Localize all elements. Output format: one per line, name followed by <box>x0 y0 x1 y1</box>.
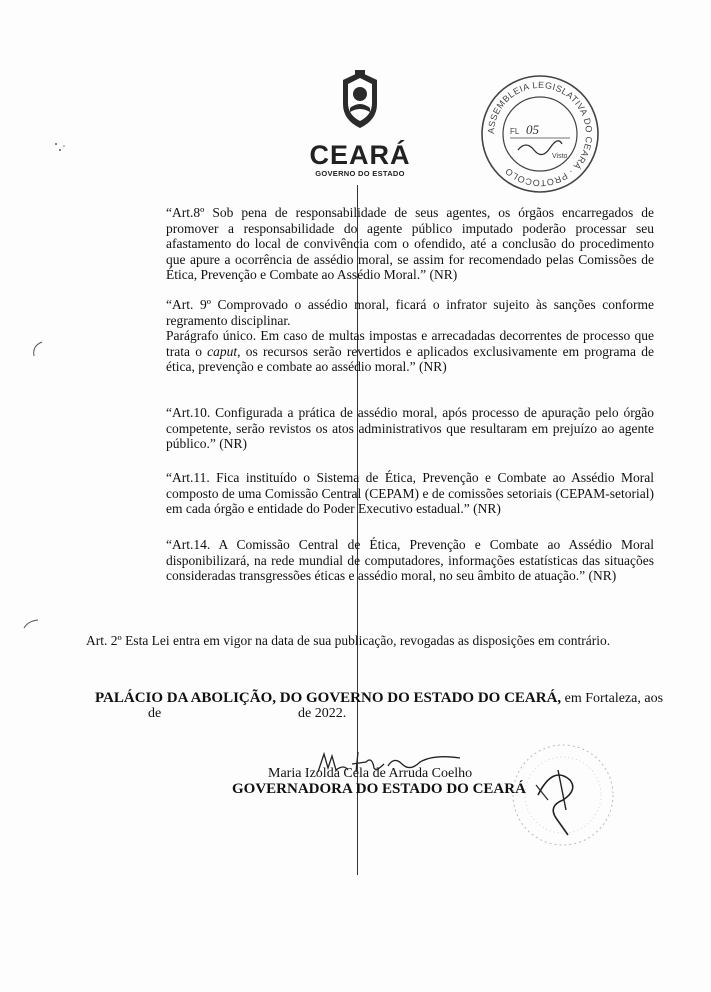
signer-title: GOVERNADORA DO ESTADO DO CEARÁ <box>232 781 526 797</box>
closing-line <box>95 690 675 707</box>
date-de: de <box>148 706 162 721</box>
date-line <box>148 706 448 722</box>
article-9-paragraph <box>166 328 654 375</box>
article-9-paragraph-suffix: , os recursos serão revertidos e aplicados exclusivamente em programa de ética, prevenção e combate ao assédio moral.” (NR) <box>166 343 654 375</box>
article-8: “Art.8º Sob pena de responsabilidade de seus agentes, os órgãos encarregados de promover a responsabilidade do agente público imputado poderão processar seu afastamento do local de convivência com o ofendido, até a conclusão do procedimento que apure a ocorrência de assédio moral, se assim for recomendado pelas Comissões de Ética, Prevenção e Combate ao Assédio Moral.” (NR) <box>166 205 654 283</box>
article-9-paragraph-prefix: Parágrafo único. Em caso de multas impostas e arrecadadas decorrentes de processo que trata o <box>166 328 654 359</box>
palace-name: PALÁCIO DA ABOLIÇÃO, DO GOVERNO DO ESTADO DO CEARÁ, <box>95 690 562 706</box>
stamp-fl-label: FL <box>510 127 520 136</box>
stamp-visto-label: Visto <box>552 153 568 160</box>
margin-mark <box>30 340 44 358</box>
margin-mark <box>50 138 70 158</box>
rubric-stamp <box>508 740 618 850</box>
article-14: “Art.14. A Comissão Central de Ética, Prevenção e Combate ao Assédio Moral disponibilizará, na rede mundial de computadores, informações estatísticas das situações consideradas transgressões éticas e assédio moral, no seu âmbito de atuação.” (NR) <box>166 537 654 584</box>
stamp-ring-text: ASSEMBLEIA LEGISLATIVA DO CEARÁ · PROTOCOLO <box>485 79 595 189</box>
article-9-paragraph-italic: caput <box>207 343 238 359</box>
signer-name: Maria Izolda Cela de Arruda Coelho <box>268 766 473 781</box>
ceara-logo <box>300 70 420 178</box>
protocol-stamp <box>478 72 602 196</box>
state-crest-icon <box>337 70 383 130</box>
article-9 <box>166 297 654 375</box>
margin-mark <box>22 618 40 630</box>
closing-place: em Fortaleza, aos <box>561 691 664 706</box>
svg-text:ASSEMBLEIA LEGISLATIVA DO CEAR <box>486 80 594 188</box>
article-2-label: Art. 2º <box>86 633 122 648</box>
article-2-text: Esta Lei entra em vigor na data de sua publicação, revogadas as disposições em contrário. <box>121 633 611 648</box>
stamp-fl-number: 05 <box>526 122 539 137</box>
date-year: de 2022. <box>298 706 347 721</box>
article-2 <box>86 633 654 649</box>
article-11: “Art.11. Fica instituído o Sistema de Ética, Prevenção e Combate ao Assédio Moral composto de uma Comissão Central (CEPAM) e de comissões setoriais (CEPAM-setorial) em cada órgão e entidade do Poder Executivo estadual.” (NR) <box>166 470 654 517</box>
article-10: “Art.10. Configurada a prática de assédio moral, após processo de apuração pelo órgão competente, serão revistos os atos administrativos que resultaram em prejuízo ao agente público.” (NR) <box>166 405 654 452</box>
brand-name: CEARÁ <box>309 140 411 170</box>
article-9-caput: “Art. 9º Comprovado o assédio moral, ficará o infrator sujeito às sanções conforme regramento disciplinar. <box>166 297 654 328</box>
brand-subtitle: GOVERNO DO ESTADO <box>315 169 405 178</box>
